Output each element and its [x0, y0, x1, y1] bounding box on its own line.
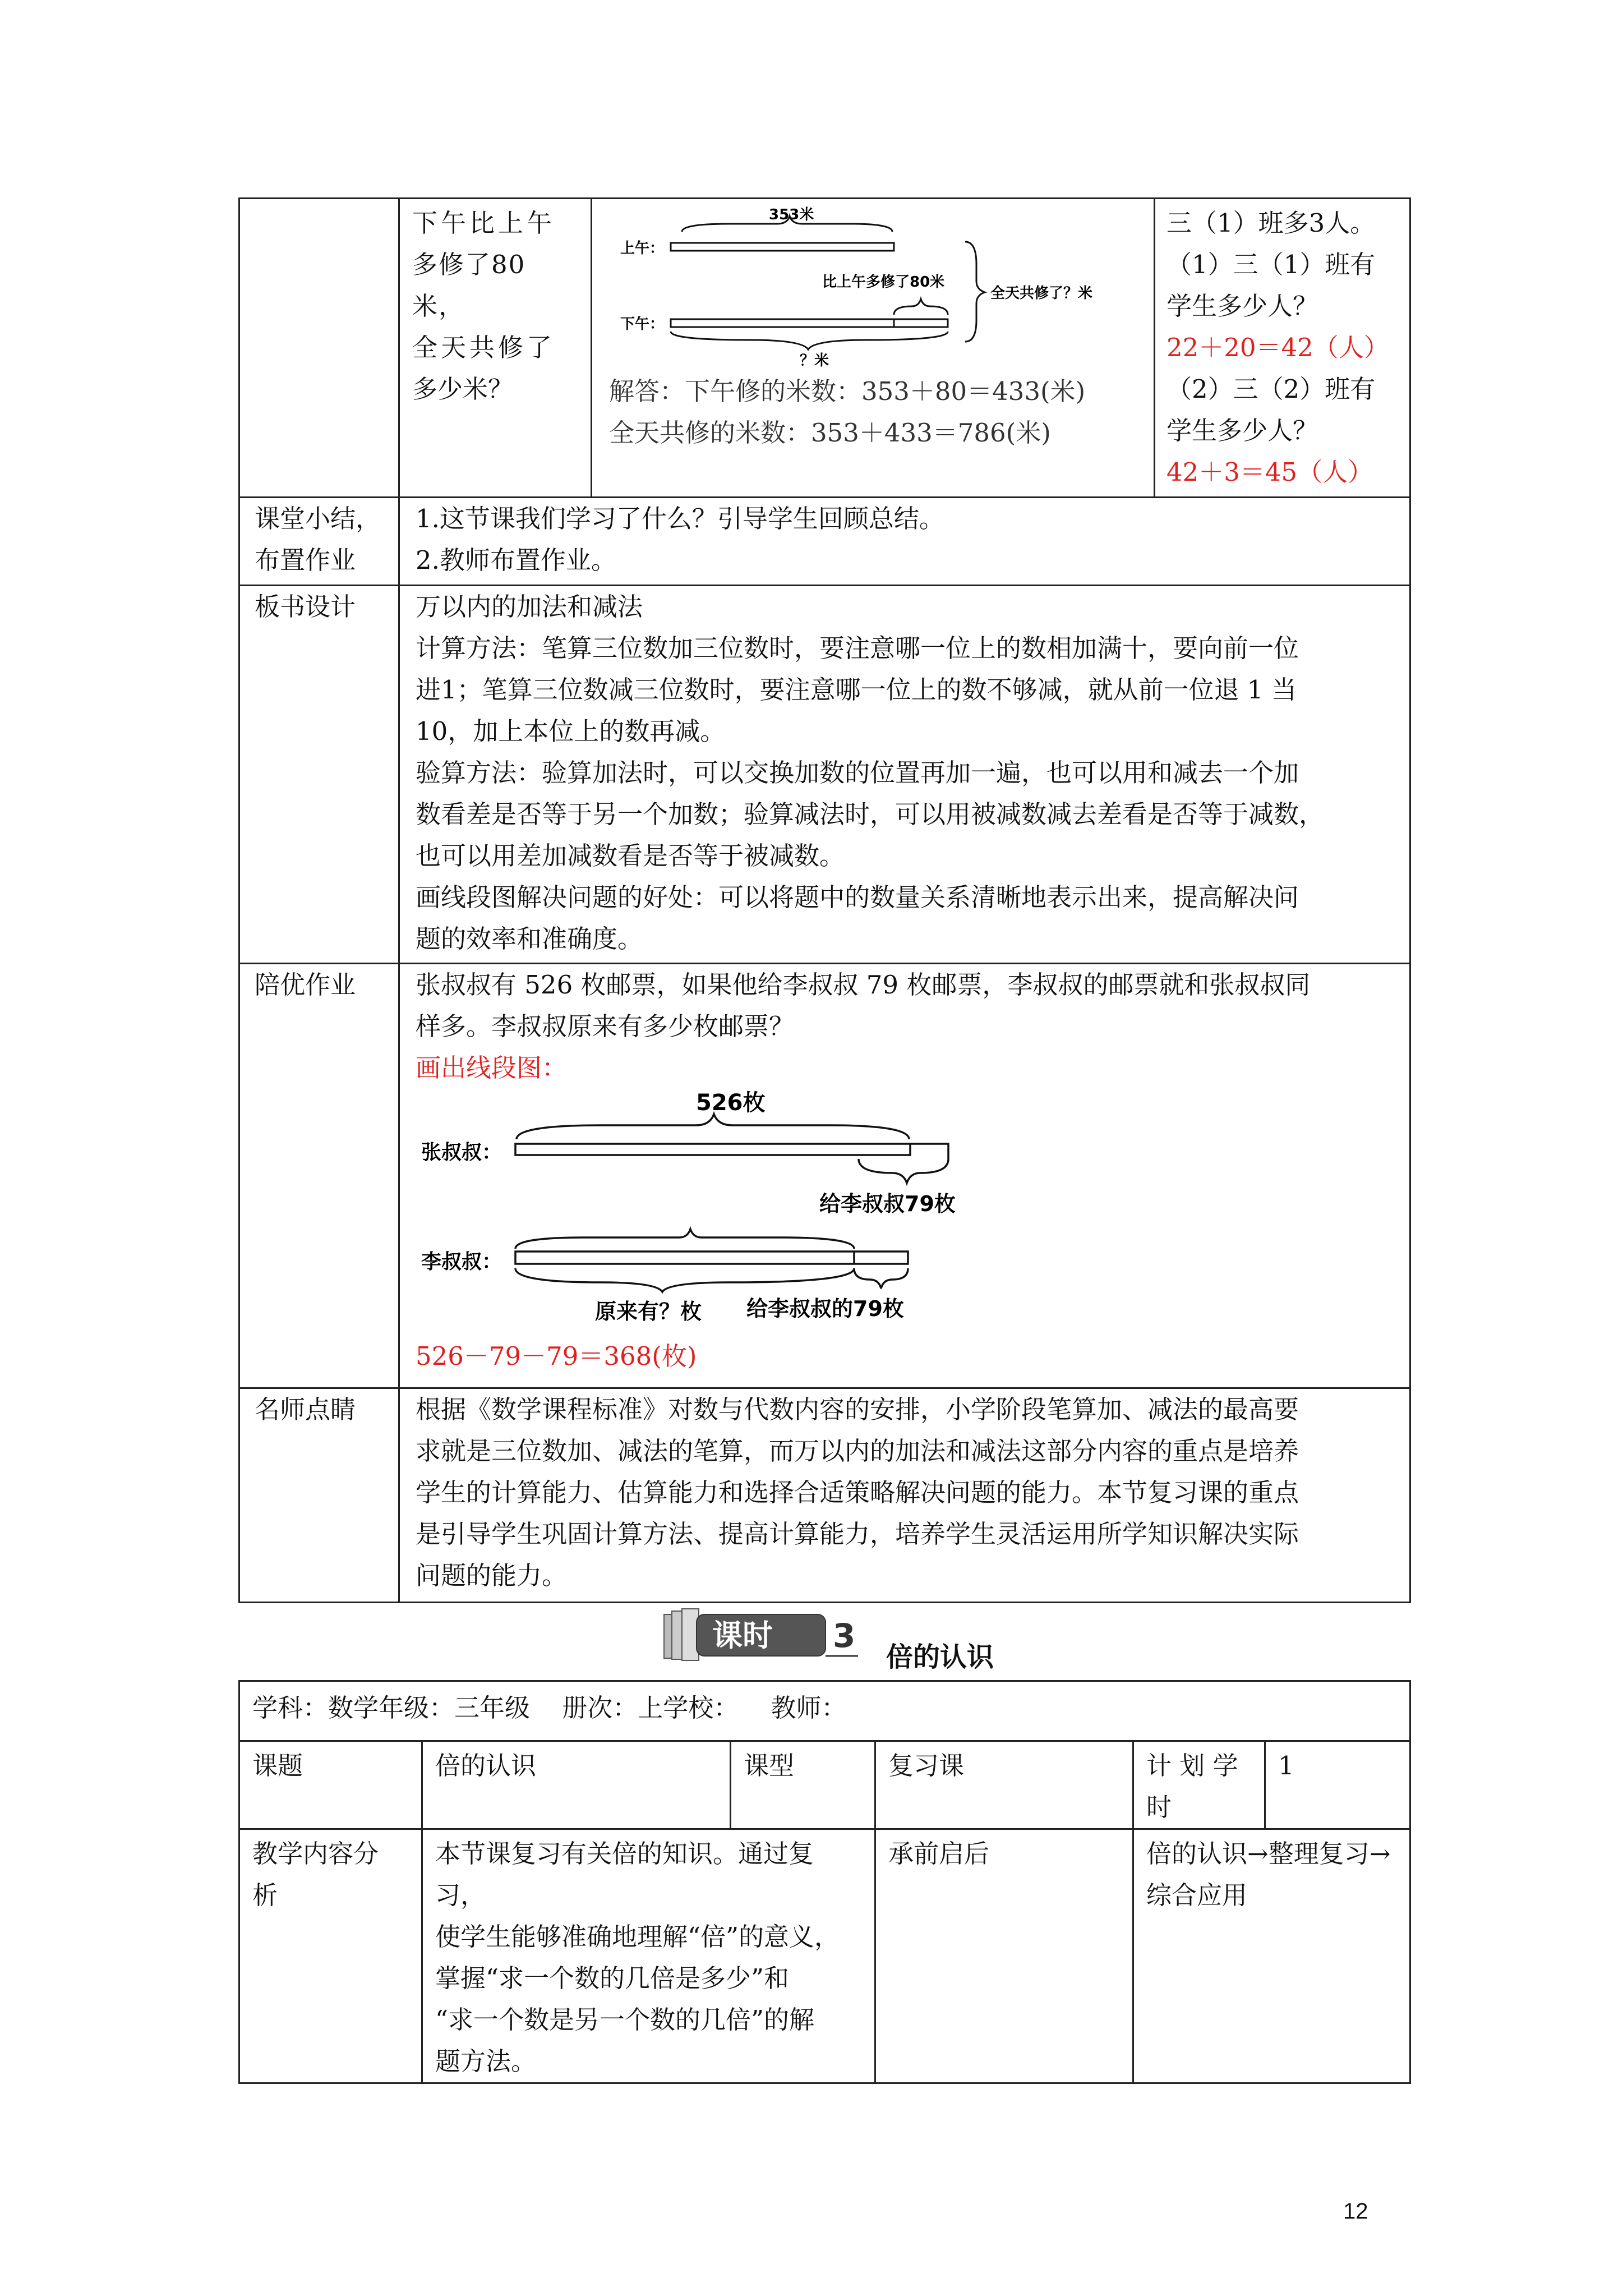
hours-label-cell: [1133, 1741, 1265, 1829]
give2-brace: [854, 1268, 908, 1289]
summary-label: 课堂小结，: [255, 504, 381, 533]
comment-line: 是引导学生巩固计算方法、提高计算能力，培养学生灵活运用所学知识解决实际: [416, 1519, 1299, 1549]
board-line: 数看差是否等于另一个加数；验算减法时，可以用被减数减去差看是否等于减数，: [416, 799, 1325, 829]
comment-row: [239, 1388, 1410, 1603]
summary-label-cell: [239, 498, 399, 586]
link-line: 综合应用: [1146, 1880, 1248, 1910]
pm-label: 下午：: [620, 316, 665, 333]
analysis-line: 使学生能够准确地理解“倍”的意义，: [435, 1922, 840, 1952]
comment-label-cell: [239, 1388, 399, 1603]
extra-content-cell: [399, 964, 1410, 1388]
zhang-label: 张叔叔：: [421, 1141, 502, 1164]
summary-content-cell: [399, 498, 1410, 586]
header-row: [239, 1681, 1410, 1741]
analysis-row: [239, 1829, 1410, 2083]
diagram-cell: [592, 199, 1155, 498]
extra-label: 陪优作业: [255, 970, 356, 1000]
extra-label-cell: [239, 964, 399, 1388]
more-brace: [894, 299, 948, 315]
summary-row: [239, 498, 1410, 586]
right-line: （1）三（1）班有: [1166, 250, 1376, 279]
comment-line: 根据《数学课程标准》对数与代数内容的安排，小学阶段笔算加、减法的最高要: [416, 1395, 1299, 1424]
bottom-label: ？米: [800, 352, 829, 369]
topic-label-cell: [239, 1741, 422, 1829]
analysis-line: 本节课复习有关倍的知识。通过复习，: [435, 1839, 814, 1910]
answer-line: 解答：下午修的米数：353＋80＝433(米): [609, 376, 1086, 406]
type-label: 课型: [744, 1751, 795, 1780]
more-label: 比上午多修了80米: [822, 274, 945, 291]
give-label: 给李叔叔79枚: [819, 1191, 956, 1216]
board-line: 进1；笔算三位数减三位数时，要注意哪一位上的数不够减，就从前一位退 1 当: [416, 675, 1297, 705]
li-label: 李叔叔：: [421, 1250, 502, 1273]
right-line: （2）三（2）班有: [1166, 374, 1376, 404]
problem-line: 下午比上午: [412, 208, 556, 238]
extra-line: 张叔叔有 526 枚邮票，如果他给李叔叔 79 枚邮票，李叔叔的邮票就和张叔叔同: [416, 970, 1311, 1000]
total-brace: [965, 242, 985, 342]
header-text: 学科：数学年级：三年级 册次：上学校： 教师：: [252, 1693, 847, 1723]
answer-line: 全天共修的米数：353＋433＝786(米): [609, 418, 1051, 448]
orig-brace: [515, 1268, 854, 1292]
comment-content-cell: [399, 1388, 1410, 1603]
summary-line: 2.教师布置作业。: [416, 545, 616, 575]
topic-label: 课题: [252, 1751, 303, 1780]
banner-tag: 课时: [712, 1618, 773, 1653]
give-brace: [859, 1144, 948, 1183]
analysis-line: 掌握“求一个数的几倍是多少”和: [435, 1963, 790, 1993]
orig-label: 原来有？枚: [595, 1299, 702, 1324]
board-label-cell: [239, 586, 399, 964]
draw-label: 画出线段图：: [416, 1053, 568, 1083]
hours-label: 计 划 学: [1146, 1751, 1238, 1780]
am-label: 上午：: [620, 240, 665, 257]
top-brace: [517, 1114, 909, 1139]
am-bar: [671, 243, 894, 251]
lesson-table: [238, 197, 1411, 1603]
pm-bar: [671, 319, 948, 327]
problem-line: 全天共修了: [412, 333, 556, 362]
board-line: 验算方法：验算加法时，可以交换加数的位置再加一遍，也可以用和减去一个加: [416, 758, 1299, 788]
board-line: 也可以用差加减数看是否等于被减数。: [416, 841, 845, 871]
board-line: 10，加上本位上的数再减。: [416, 716, 726, 746]
link-content-cell: [1133, 1829, 1410, 2083]
analysis-line: 题方法。: [435, 2046, 537, 2076]
zhang-bar: [515, 1144, 910, 1155]
right-line-answer: 42＋3＝45（人）: [1166, 457, 1373, 487]
empty-cell: [239, 199, 399, 498]
comment-label: 名师点睛: [255, 1395, 356, 1424]
bottom-brace: [671, 332, 948, 349]
header-cell: [239, 1681, 1410, 1741]
extra-row: [239, 964, 1410, 1388]
board-line: 计算方法：笔算三位数加三位数时，要注意哪一位上的数相加满十，要向前一位: [416, 633, 1299, 663]
link-line: 倍的认识→整理复习→: [1146, 1839, 1391, 1869]
board-line: 题的效率和准确度。: [416, 924, 643, 954]
summary-line: 1.这节课我们学习了什么？引导学生回顾总结。: [416, 504, 944, 533]
hours-value: 1: [1278, 1751, 1294, 1780]
board-row: [239, 586, 1410, 964]
give2-label: 给李叔叔的79枚: [746, 1296, 904, 1321]
link-label: 承前启后: [888, 1839, 990, 1869]
page-number: 12: [1343, 2199, 1368, 2224]
board-line: 万以内的加法和减法: [416, 592, 643, 622]
comment-line: 求就是三位数加、减法的笔算，而万以内的加法和减法这部分内容的重点是培养: [416, 1436, 1299, 1466]
problem-line: 多少米？: [412, 374, 514, 404]
type-label-cell: [731, 1741, 875, 1829]
board-content-cell: [399, 586, 1410, 964]
type-value: 复习课: [888, 1751, 965, 1780]
analysis-label: 教学内容分: [252, 1839, 379, 1869]
line-segment-diagram-stamps: [416, 1089, 1032, 1336]
comment-line: 学生的计算能力、估算能力和选择合适策略解决问题的能力。本节复习课的重点: [416, 1478, 1299, 1507]
analysis-label-cell: [239, 1829, 422, 2083]
right-line: 学生多少人？: [1166, 416, 1318, 445]
hours-label: 时: [1146, 1792, 1172, 1822]
link-label-cell: [875, 1829, 1133, 2083]
banner-number: 3: [833, 1617, 856, 1655]
board-label: 板书设计: [255, 592, 356, 622]
li-bar: [515, 1251, 908, 1264]
analysis-label: 析: [252, 1880, 278, 1910]
topic-row: [239, 1741, 1410, 1829]
analysis-line: “求一个数是另一个数的几倍”的解: [435, 2005, 815, 2035]
type-value-cell: [875, 1741, 1133, 1829]
board-line: 画线段图解决问题的好处：可以将题中的数量关系清晰地表示出来，提高解决问: [416, 882, 1299, 912]
li-top-brace: [515, 1229, 854, 1249]
right-line: 三（1）班多3人。: [1166, 208, 1376, 238]
right-line: 学生多少人？: [1166, 291, 1318, 321]
extra-answer: 526－79－79＝368(枚): [416, 1341, 697, 1371]
extra-line: 样多。李叔叔原来有多少枚邮票？: [416, 1011, 795, 1041]
lesson-banner: [662, 1602, 864, 1669]
analysis-content-cell: [422, 1829, 875, 2083]
summary-label: 布置作业: [255, 545, 356, 575]
total-label: 全天共修了？米: [990, 285, 1093, 302]
right-line-answer: 22＋20＝42（人）: [1166, 333, 1389, 362]
example-row: [239, 199, 1410, 498]
lesson-title: 倍的认识: [886, 1641, 994, 1673]
diagram-top-label: 353米: [769, 206, 814, 223]
diagram-top-label: 526枚: [696, 1090, 766, 1116]
topic-value-cell: [422, 1741, 731, 1829]
right-cell: [1155, 199, 1410, 498]
lesson-info-table: [238, 1680, 1411, 2084]
problem-cell: [399, 199, 592, 498]
comment-line: 问题的能力。: [416, 1561, 568, 1590]
line-segment-diagram-distance: [609, 203, 1147, 371]
hours-value-cell: [1265, 1741, 1410, 1829]
topic-value: 倍的认识: [435, 1751, 537, 1780]
problem-line: 多修了80米，: [412, 250, 526, 321]
